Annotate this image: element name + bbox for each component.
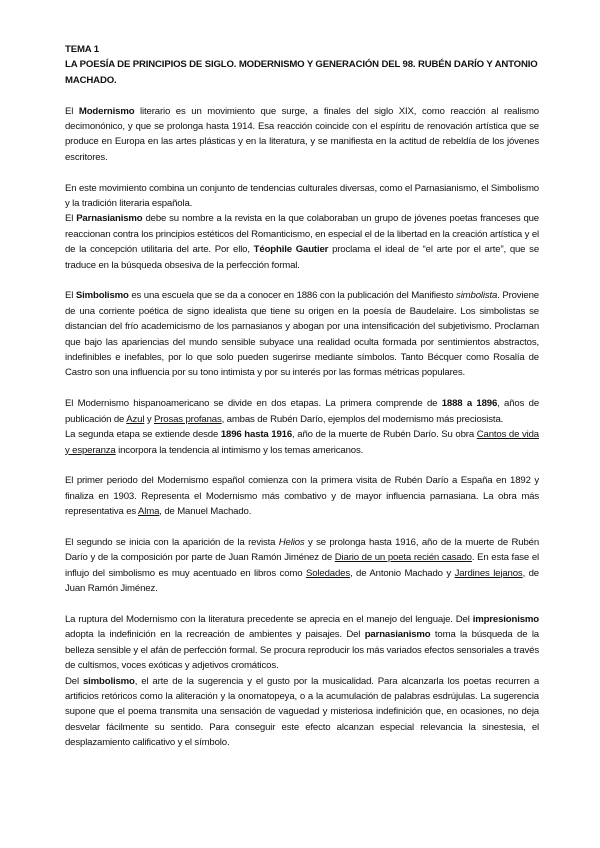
bold-text: Parnasianismo: [76, 213, 143, 225]
paragraph: [65, 427, 539, 458]
paragraph: [65, 181, 539, 212]
document-body: [65, 104, 539, 751]
section: [65, 181, 539, 273]
text-run: . Proviene de una corriente poética de signo idealista que tiene su origen en la poesía de Baudelaire. Los simbolistas se distancian del frío academicismo de los parnasianos y abogan por una intensificación del subjetivismo. Proclaman que bajo las apariencias del mundo sensible subyace una realidad oculta formada por sentimientos abstractos, indefinibles e inefables, por lo que solo pueden sugerirse mediante símbolos. Tanto Bécquer como Rosalía de Castro son una influencia por su tono intimista y por su interés por las formas métricas populares.: [65, 290, 539, 379]
underlined-title: Azul: [126, 413, 145, 425]
document-heading: [65, 42, 539, 88]
paragraph: [65, 612, 539, 674]
bold-text: impresionismo: [472, 613, 539, 625]
text-run: es una escuela que se da a conocer en 1886 con la publicación del Manifiesto: [128, 290, 457, 302]
underlined-title: Prosas profanas: [154, 413, 222, 425]
paragraph: [65, 104, 539, 166]
text-run: , el arte de la sugerencia y el gusto por la musicalidad. Para alcanzarla los poetas recurren a artificios retóricos como la aliteración y la onomatopeya, o a la acumulación de palabras esdrújulas. La sugerencia supone que el poema transmita una sensación de vaguedad y misteriosa indefinición que, en ocasiones, no deja desvelar fácilmente su sentido. Para conseguir este efecto alcanzan especial relevancia la sinestesia, el desplazamiento calificativo y el símbolo.: [65, 675, 539, 749]
text-run: , de Manuel Machado.: [159, 506, 252, 518]
text-run: toma la búsqueda de la belleza sensible y el afán de perfección formal. Se procura reproducir los más variados efectos sensoriales a través de cultismos, voces exóticas y adjetivos cromáticos.: [65, 629, 539, 672]
section: [65, 396, 539, 458]
text-run: literario es un movimiento que surge, a finales del siglo XIX, como reacción al realismo decimonónico, y que se prolonga hasta 1914. Esa reacción coincide con el espíritu de renovación artística que se produce en Europa en las artes plásticas y en la literatura, y se manifiesta en la actitud de rebeldía de los jóvenes escritores.: [65, 105, 539, 163]
text-run: debe su nombre a la revista en la que colaboraban un grupo de jóvenes poetas franceses que reaccionan contra los principios estéticos del Romanticismo, en especial el de la libertad en la creación artística y el de la concepción utilitaria del arte. Por ello,: [65, 213, 539, 256]
text-run: El: [65, 105, 79, 117]
paragraph: [65, 674, 539, 751]
text-run: El primer periodo del Modernismo español comienza con la primera visita de Rubén Darío a España en 1892 y finaliza en 1903. Representa el Modernismo más combativo y de mayor influencia parnasiana. La obra más representativa es: [65, 475, 539, 518]
text-run: En este movimiento combina un conjunto de tendencias culturales diversas, como el Parnasianismo, el Simbolismo y la tradición literaria española.: [65, 182, 539, 210]
paragraph: [65, 473, 539, 519]
text-run: , ambas de Rubén Darío, ejemplos del modernismo más preciosista.: [221, 413, 504, 425]
text-run: La ruptura del Modernismo con la literatura precedente se aprecia en el manejo del lenguaje. Del: [65, 613, 473, 625]
text-run: , años de publicación de: [65, 398, 540, 425]
section: [65, 104, 539, 166]
bold-text: 1888 a 1896: [441, 398, 498, 410]
paragraph: [65, 288, 539, 380]
text-run: El: [65, 213, 77, 225]
text-run: y se prolonga hasta 1916, año de la muerte de Rubén Darío y de la composición por parte de Juan Ramón Jiménez de: [65, 536, 540, 564]
bold-text: Téophile Gautier: [253, 244, 329, 256]
text-run: incorpora la tendencia al intimismo y los temas americanos.: [115, 444, 364, 456]
text-run: . En esta fase el influjo del simbolismo es muy acentuado en libros como: [65, 552, 539, 579]
underlined-title: Cantos de vida y esperanza: [65, 429, 539, 456]
bold-text: simbolismo: [82, 675, 135, 687]
section: [65, 288, 539, 380]
bold-text: Modernismo: [78, 105, 135, 117]
text-run: , año de la muerte de Rubén Darío. Su obra: [292, 429, 477, 441]
underlined-title: Jardines lejanos: [454, 567, 523, 579]
bold-text: parnasianismo: [364, 629, 431, 641]
underlined-title: Alma: [138, 506, 160, 518]
text-run: adopta la indefinición en la recreación de ambientes y paisajes. Del: [65, 629, 365, 641]
bold-text: Simbolismo: [75, 290, 129, 302]
text-run: Del: [65, 675, 83, 687]
section: [65, 535, 539, 597]
text-run: proclama el ideal de “el arte por el arte”, que se traduce en la búsqueda obsesiva de la perfección formal.: [65, 244, 540, 271]
paragraph: [65, 396, 539, 427]
bold-text: 1896 hasta 1916: [220, 429, 293, 441]
text-run: El segundo se inicia con la aparición de la revista: [65, 536, 279, 548]
italic-text: Helios: [278, 536, 305, 548]
text-run: El Modernismo hispanoamericano se divide en dos etapas. La primera comprende de: [65, 398, 442, 410]
text-run: La segunda etapa se extiende desde: [65, 429, 221, 441]
text-run: El: [65, 290, 76, 302]
text-run: , de Antonio Machado y: [349, 567, 455, 579]
paragraph: [65, 211, 539, 273]
text-run: , de Juan Ramón Jiménez.: [65, 567, 539, 595]
section: [65, 473, 539, 519]
underlined-title: Soledades: [305, 567, 350, 579]
section: [65, 612, 539, 751]
text-run: y: [144, 413, 154, 425]
italic-text: simbolista: [456, 290, 498, 302]
underlined-title: Diario de un poeta recién casado: [334, 552, 472, 564]
paragraph: [65, 535, 539, 597]
document-page: [65, 42, 539, 766]
document-title: LA POESÍA DE PRINCIPIOS DE SIGLO. MODERNISMO Y GENERACIÓN DEL 98. RUBÉN DARÍO Y ANTONIO MACHADO.: [65, 59, 538, 86]
topic-number: TEMA 1: [65, 44, 99, 55]
